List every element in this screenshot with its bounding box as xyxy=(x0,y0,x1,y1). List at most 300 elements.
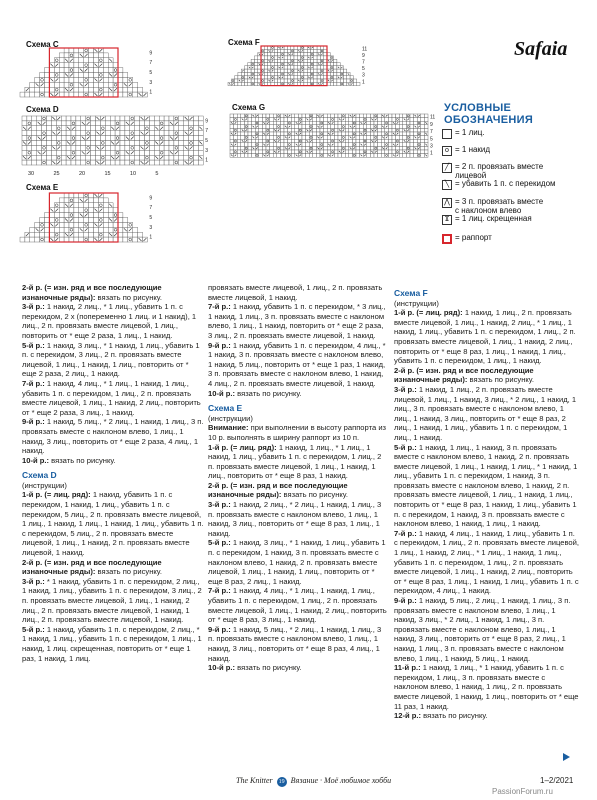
chart-cell xyxy=(71,136,76,141)
instruction-paragraph xyxy=(394,385,580,443)
chart-cell xyxy=(45,82,50,87)
chart-cell xyxy=(307,63,310,66)
chart-cell xyxy=(198,160,203,165)
chart-cell xyxy=(159,116,164,121)
chart-cell xyxy=(86,116,91,121)
chart-cell xyxy=(417,139,421,143)
row-number-label: 3 xyxy=(149,79,153,86)
chart-cell xyxy=(149,121,154,126)
chart-cell xyxy=(381,121,385,125)
chart-cell xyxy=(274,53,277,56)
chart-cell xyxy=(248,143,252,147)
chart-cell xyxy=(89,58,94,63)
chart-cell xyxy=(84,92,89,97)
chart-cell xyxy=(421,118,425,122)
instruction-paragraph xyxy=(208,389,388,399)
row-number-label: 3 xyxy=(362,72,365,79)
chart-cell xyxy=(251,69,254,72)
chart-cell xyxy=(399,125,403,129)
chart-cell xyxy=(234,114,238,118)
chart-cell xyxy=(59,198,64,203)
chart-cell xyxy=(274,76,277,79)
row-number-label: 5 xyxy=(362,66,365,73)
chart-cell xyxy=(69,237,74,242)
chart-cell xyxy=(133,82,138,87)
repeat-icon xyxy=(442,234,452,244)
chart-cell xyxy=(49,68,54,73)
chart-cell xyxy=(334,143,338,147)
chart-cell xyxy=(345,132,349,136)
chart-cell xyxy=(248,118,252,122)
chart-cell xyxy=(259,150,263,154)
chart-cell xyxy=(360,125,364,129)
chart-cell xyxy=(84,222,89,227)
chart-cell xyxy=(32,116,37,121)
chart-cell xyxy=(64,82,69,87)
chart-cell xyxy=(118,92,123,97)
chart-cell xyxy=(49,227,54,232)
chart-cell xyxy=(32,150,37,155)
chart-cell xyxy=(74,193,79,198)
chart-cell xyxy=(421,136,425,140)
chart-cell xyxy=(291,132,295,136)
chart-cell xyxy=(184,141,189,146)
chart-cell xyxy=(94,227,99,232)
chart-cell xyxy=(79,218,84,223)
chart-cell xyxy=(51,155,56,160)
chart-cell xyxy=(118,218,123,223)
chart-cell xyxy=(280,114,284,118)
chart-cell xyxy=(255,128,259,132)
instruction-paragraph xyxy=(394,366,580,385)
chart-cell xyxy=(66,121,71,126)
chart-cell xyxy=(138,87,143,92)
chart-cell xyxy=(381,118,385,122)
chart-cell xyxy=(189,121,194,126)
chart-cell xyxy=(252,128,256,132)
row-text: вязать по рисунку. xyxy=(235,663,302,673)
chart-cell xyxy=(103,232,108,237)
chart-cell xyxy=(273,143,277,147)
row-number-label: 11 xyxy=(430,114,436,121)
chart-cell xyxy=(295,150,299,154)
row-text: 1 накид, 1 лиц., * 1 лиц., 1 накид, 1 лиц., убавить 1 п. с перекидом, 1 лиц., 2 п. провязать вместе лицевой, 1 лиц., 1 накид, 1 лиц., повторить от * еще 8 раз, 1 накид. xyxy=(208,442,382,481)
chart-cell xyxy=(169,131,174,136)
chart-cell xyxy=(241,132,245,136)
chart-cell xyxy=(189,136,194,141)
chart-cell xyxy=(248,132,252,136)
chart-cell xyxy=(74,87,79,92)
chart-cell xyxy=(291,125,295,129)
chart-cell xyxy=(64,63,69,68)
chart-cell xyxy=(294,79,297,82)
chart-cell xyxy=(331,118,335,122)
chart-cell xyxy=(61,116,66,121)
chart-cell xyxy=(280,128,284,132)
chart-cell xyxy=(59,92,64,97)
chart-cell xyxy=(130,145,135,150)
chart-cell xyxy=(388,146,392,150)
chart-cell xyxy=(64,193,69,198)
chart-cell xyxy=(74,203,79,208)
chart-cell xyxy=(298,118,302,122)
chart-cell xyxy=(360,128,364,132)
chart-cell xyxy=(84,77,89,82)
chart-cell xyxy=(264,53,267,56)
chart-cell xyxy=(79,92,84,97)
chart-cell xyxy=(277,121,281,125)
chart-cell xyxy=(244,121,248,125)
chart-cell xyxy=(69,82,74,87)
chart-cell xyxy=(40,218,45,223)
chart-cell xyxy=(284,121,288,125)
chart-cell xyxy=(357,82,360,85)
row-text: 1 накид, 3 лиц., * 1 накид, 1 лиц., убавить 1 п. с перекидом, 3 лиц., 2 п. провязать вместе лицевой, 1 лиц., 1 накид, 1 лиц., повторить от * еще 2 раза, 2 лиц., 1 накид. xyxy=(22,340,200,379)
chart-cell xyxy=(410,114,414,118)
chart-cell xyxy=(108,208,113,213)
chart-cell xyxy=(135,121,140,126)
chart-cell xyxy=(378,125,382,129)
chart-cell xyxy=(306,125,310,129)
chart-cell xyxy=(45,222,50,227)
chart-cell xyxy=(76,126,81,131)
chart-cell xyxy=(337,63,340,66)
chart-cell xyxy=(294,63,297,66)
chart-cell xyxy=(76,145,81,150)
chart-cell xyxy=(324,118,328,122)
chart-cell xyxy=(298,136,302,140)
chart-cell xyxy=(149,131,154,136)
chart-cell xyxy=(342,114,346,118)
chart-cell xyxy=(255,118,259,122)
chart-cell xyxy=(294,53,297,56)
chart-cell xyxy=(327,139,331,143)
chart-cell xyxy=(84,193,89,198)
section-heading: Схема D xyxy=(22,470,57,481)
chart-cell xyxy=(314,66,317,69)
chart-cell xyxy=(388,132,392,136)
chart-cell xyxy=(135,126,140,131)
chart-cell xyxy=(287,69,290,72)
chart-cell xyxy=(108,222,113,227)
chart-cell xyxy=(237,132,241,136)
chart-cell xyxy=(367,150,371,154)
chart-cell xyxy=(105,145,110,150)
chart-cell xyxy=(320,150,324,154)
chart-cell xyxy=(49,213,54,218)
chart-cell xyxy=(352,132,356,136)
chart-cell xyxy=(74,92,79,97)
chart-cell xyxy=(25,237,30,242)
chart-cell xyxy=(302,121,306,125)
chart-cell xyxy=(71,131,76,136)
chart-cell xyxy=(262,114,266,118)
chart-cell xyxy=(270,132,274,136)
chart-cell xyxy=(71,116,76,121)
chart-cell xyxy=(76,131,81,136)
chart-cell xyxy=(184,155,189,160)
row-text: 1 накид, 5 лиц., * 2 лиц., 1 накид, 1 лиц., 3 п. провязать вместе с наклоном влево, 1 лиц., 1 накид, 3 лиц., повторить от * еще 8 раз, 4 лиц., 1 накид. xyxy=(208,624,382,663)
chart-cell xyxy=(287,76,290,79)
chart-cell xyxy=(406,136,410,140)
chart-cell xyxy=(344,69,347,72)
chart-cell xyxy=(280,121,284,125)
chart-cell xyxy=(35,232,40,237)
chart-cell xyxy=(245,76,248,79)
chart-cell xyxy=(98,203,103,208)
legend-item xyxy=(442,215,532,225)
chart-cell xyxy=(120,126,125,131)
chart-cell xyxy=(149,141,154,146)
chart-cell xyxy=(334,154,338,158)
chart-cell xyxy=(66,136,71,141)
chart-cell xyxy=(108,92,113,97)
chart-cell xyxy=(64,227,69,232)
chart-cell xyxy=(110,160,115,165)
chart-cell xyxy=(179,126,184,131)
chart-cell xyxy=(49,82,54,87)
chart-cell xyxy=(149,155,154,160)
chart-cell xyxy=(154,160,159,165)
chart-cell xyxy=(54,58,59,63)
chart-cell xyxy=(54,73,59,78)
chart-cell xyxy=(42,131,47,136)
chart-cell xyxy=(103,77,108,82)
chart-cell xyxy=(237,146,241,150)
chart-cell xyxy=(278,53,281,56)
chart-cell xyxy=(314,63,317,66)
chart-cell xyxy=(259,139,263,143)
chart-cell xyxy=(49,87,54,92)
chart-cell xyxy=(259,146,263,150)
chart-cell xyxy=(288,132,292,136)
chart-cell xyxy=(324,154,328,158)
chart-cell xyxy=(133,87,138,92)
chart-cell xyxy=(118,68,123,73)
chart-cell xyxy=(302,125,306,129)
chart-cell xyxy=(352,139,356,143)
chart-cell xyxy=(399,136,403,140)
chart-cell xyxy=(284,63,287,66)
chart-cell xyxy=(254,72,257,75)
row-text: вязать по рисунку. xyxy=(95,567,162,577)
chart-cell xyxy=(45,87,50,92)
chart-cell xyxy=(42,155,47,160)
chart-cell xyxy=(84,73,89,78)
chart-cell xyxy=(338,132,342,136)
chart-cell xyxy=(45,92,50,97)
chart-cell xyxy=(297,66,300,69)
chart-cell xyxy=(324,125,328,129)
chart-cell xyxy=(241,125,245,129)
chart-cell xyxy=(248,136,252,140)
row-text: 1 накид, 4 лиц., * 1 лиц., 1 накид, 1 лиц., убавить 1 п. с перекидом, 1 лиц., 2 п. провязать вместе лицевой, 1 лиц., 1 накид, 2 лиц., повторить от * еще 8 раз, 3 лиц., 1 накид. xyxy=(208,586,387,625)
legend-item-text: = 2 п. провязать вместе лицевой xyxy=(455,162,544,180)
instruction-paragraph xyxy=(22,577,204,625)
chart-cell xyxy=(179,150,184,155)
chart-cell xyxy=(291,128,295,132)
chart-cell xyxy=(74,77,79,82)
chart-cell xyxy=(194,126,199,131)
issue-date: 1–2/2021 xyxy=(540,776,574,785)
chart-cell xyxy=(169,145,174,150)
chart-cell xyxy=(30,92,35,97)
chart-cell xyxy=(302,128,306,132)
chart-cell xyxy=(128,222,133,227)
chart-cell xyxy=(133,227,138,232)
chart-cell xyxy=(189,155,194,160)
chart-cell xyxy=(96,126,101,131)
chart-cell xyxy=(270,125,274,129)
chart-cell xyxy=(103,92,108,97)
chart-cell xyxy=(169,126,174,131)
chart-cell xyxy=(410,150,414,154)
row-number-label: 1 xyxy=(205,157,209,164)
chart-cell xyxy=(316,150,320,154)
chart-cell xyxy=(277,125,281,129)
chart-cell xyxy=(316,143,320,147)
chart-cell xyxy=(288,139,292,143)
chart-cell xyxy=(125,160,130,165)
chart-cell xyxy=(54,232,59,237)
chart-cell xyxy=(45,68,50,73)
chart-cell xyxy=(238,82,241,85)
chart-cell xyxy=(334,118,338,122)
chart-cell xyxy=(56,150,61,155)
chart-cell xyxy=(307,49,310,52)
chart-cell xyxy=(334,114,338,118)
chart-cell xyxy=(98,232,103,237)
row-label: 5-й р.: xyxy=(394,442,417,452)
chart-cell xyxy=(84,63,89,68)
chart-cell xyxy=(22,150,27,155)
chart-cell xyxy=(314,69,317,72)
chart-cell xyxy=(342,154,346,158)
chart-cell xyxy=(123,237,128,242)
chart-cell xyxy=(138,232,143,237)
chart-cell xyxy=(133,92,138,97)
chart-cell xyxy=(410,143,414,147)
chart-cell xyxy=(42,126,47,131)
chart-cell xyxy=(61,141,66,146)
chart-cell xyxy=(37,155,42,160)
chart-cell xyxy=(42,141,47,146)
chart-cell xyxy=(64,213,69,218)
chart-cell xyxy=(40,73,45,78)
chart-cell xyxy=(284,154,288,158)
chart-cell xyxy=(406,154,410,158)
chart-cell xyxy=(128,77,133,82)
ssk-icon: ╲ xyxy=(442,180,452,190)
chart-cell xyxy=(79,222,84,227)
chart-cell xyxy=(281,69,284,72)
chart-cell xyxy=(105,126,110,131)
chart-cell xyxy=(245,82,248,85)
chart-cell xyxy=(66,150,71,155)
chart-cell xyxy=(108,63,113,68)
chart-cell xyxy=(244,143,248,147)
chart-cell xyxy=(194,131,199,136)
chart-cell xyxy=(291,118,295,122)
chart-cell xyxy=(264,79,267,82)
chart-cell xyxy=(59,227,64,232)
chart-cell xyxy=(69,53,74,58)
chart-cell xyxy=(179,131,184,136)
chart-cell xyxy=(280,139,284,143)
chart-cell xyxy=(287,79,290,82)
chart-cell xyxy=(32,131,37,136)
chart-cell xyxy=(103,73,108,78)
row-text: * 1 накид, убавить 1 п. с перекидом, 2 лиц., 1 накид, 1 лиц., убавить 1 п. с перекидом, 3 лиц., 2 п. провязать вместе лицевой, 1 лиц., 1 накид, 2 лиц., 2 п. провязать вместе лицевой, 1 накид, 1 лиц., 2 п. провязать вместе лицевой, 1 накид. xyxy=(22,576,202,625)
chart-cell xyxy=(125,126,130,131)
chart-cell xyxy=(367,132,371,136)
chart-cell xyxy=(291,139,295,143)
chart-cell xyxy=(135,150,140,155)
chart-cell xyxy=(284,72,287,75)
chart-cell xyxy=(334,79,337,82)
chart-cell xyxy=(338,136,342,140)
chart-cell xyxy=(414,128,418,132)
chart-cell xyxy=(86,155,91,160)
chart-cell xyxy=(417,143,421,147)
chart-cell xyxy=(74,73,79,78)
chart-cell xyxy=(337,79,340,82)
chart-cell xyxy=(164,145,169,150)
chart-cell xyxy=(59,82,64,87)
row-text: 1 накид, убавить 1 п. с перекидом, * 3 лиц., 1 накид, 1 лиц., 3 п. провязать вместе с наклоном влево, 1 лиц., 1 накид, повторить от * еще 2 раза, 3 лиц., 2 п. провязать вместе лицевой, 1 накид. xyxy=(208,302,386,340)
chart-cell xyxy=(374,143,378,147)
chart-cell xyxy=(363,114,367,118)
chart-cell xyxy=(98,213,103,218)
chart-cell xyxy=(392,139,396,143)
chart-cell xyxy=(96,155,101,160)
chart-cell xyxy=(324,150,328,154)
chart-cell xyxy=(370,121,374,125)
instruction-paragraph xyxy=(208,663,388,673)
chart-cell xyxy=(230,118,234,122)
chart-cell xyxy=(324,114,328,118)
chart-cell xyxy=(91,131,96,136)
chart-cell xyxy=(145,136,150,141)
chart-cell xyxy=(79,232,84,237)
chart-cell xyxy=(363,128,367,132)
instruction-paragraph xyxy=(22,490,204,557)
chart-cell xyxy=(356,118,360,122)
chart-cell xyxy=(69,227,74,232)
chart-cell xyxy=(284,132,288,136)
chart-cell xyxy=(120,160,125,165)
column-number-label: 30 xyxy=(28,171,35,177)
chart-cell xyxy=(51,126,56,131)
chart-cell xyxy=(266,118,270,122)
chart-cell xyxy=(89,198,94,203)
chart-cell xyxy=(268,76,271,79)
chart-cell xyxy=(118,73,123,78)
chart-cell xyxy=(320,118,324,122)
row-text: вязать по рисунку. xyxy=(421,711,488,721)
chart-cell xyxy=(69,198,74,203)
chart-cell xyxy=(198,150,203,155)
chart-cell xyxy=(174,141,179,146)
chart-cell xyxy=(274,79,277,82)
chart-cell xyxy=(32,160,37,165)
chart-cell xyxy=(306,154,310,158)
knit-icon xyxy=(442,129,452,139)
scheme-d-chart xyxy=(22,116,222,177)
chart-cell xyxy=(396,125,400,129)
chart-cell xyxy=(385,150,389,154)
chart-cell xyxy=(421,150,425,154)
